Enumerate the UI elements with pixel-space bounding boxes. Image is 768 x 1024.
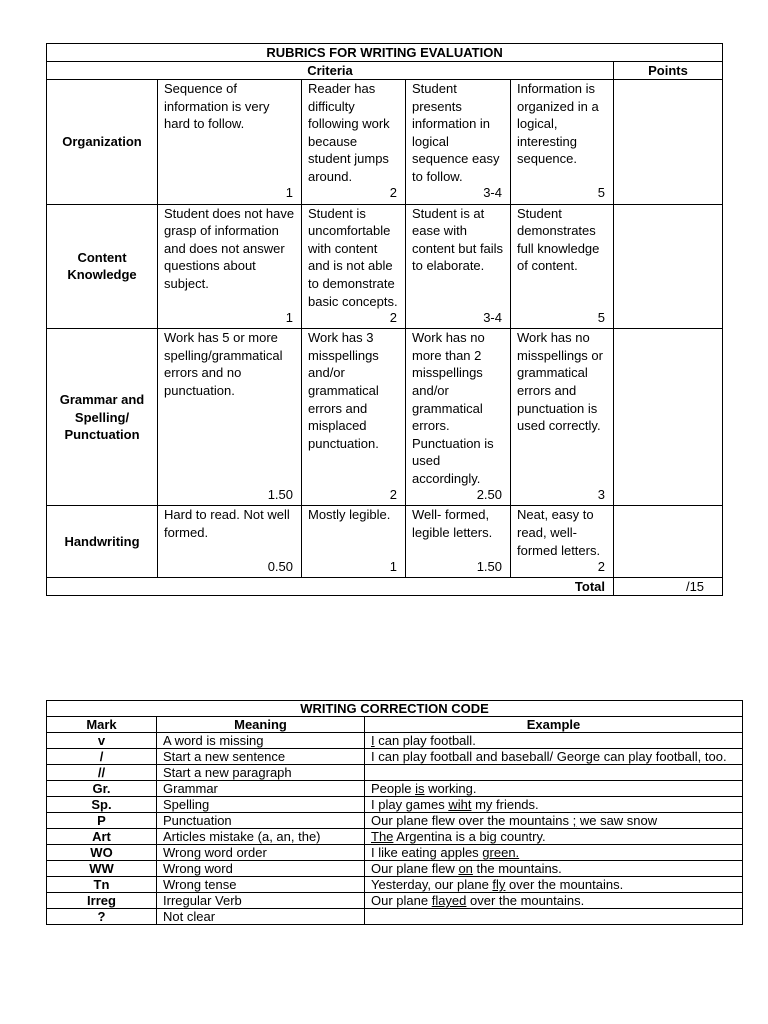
score-value: 1.50 — [267, 486, 293, 502]
descriptor-cell — [302, 506, 406, 578]
descriptor-text: Student is at ease with content but fails to elaborate. — [412, 205, 504, 274]
code-mark: / — [47, 749, 157, 765]
example-error-text: wiht — [448, 797, 472, 812]
score-value: 1 — [389, 558, 397, 574]
code-meaning: Punctuation — [157, 813, 365, 829]
code-example — [365, 781, 743, 797]
code-mark: Tn — [47, 877, 157, 893]
example-text: the mountains. — [472, 861, 562, 876]
descriptor-cell — [302, 329, 406, 506]
code-row — [47, 765, 743, 781]
example-text: Our plane flew over the mountains — [371, 813, 573, 828]
rubric-title: RUBRICS FOR WRITING EVALUATION — [47, 44, 723, 62]
code-header-row — [47, 717, 743, 733]
code-mark: Gr. — [47, 781, 157, 797]
code-example — [365, 797, 743, 813]
score-value: 3-4 — [483, 309, 502, 325]
rubric-total-row — [47, 578, 723, 596]
criterion-name: Grammar and Spelling/ Punctuation — [47, 329, 158, 506]
code-example — [365, 829, 743, 845]
score-value: 2 — [389, 309, 397, 325]
points-cell — [614, 204, 723, 329]
score-value: 3-4 — [483, 184, 502, 200]
code-meaning: Not clear — [157, 909, 365, 925]
example-error-text: I — [371, 733, 375, 748]
code-row — [47, 829, 743, 845]
code-example — [365, 861, 743, 877]
example-text: over the mountains. — [505, 877, 624, 892]
descriptor-cell — [158, 80, 302, 205]
example-error-text: ; — [572, 813, 577, 828]
descriptor-text: Reader has difficulty following work because student jumps around. — [308, 81, 390, 184]
code-mark: Art — [47, 829, 157, 845]
descriptor-cell — [406, 506, 511, 578]
example-error-text: on — [458, 861, 473, 876]
code-example — [365, 749, 743, 765]
descriptor-cell — [158, 329, 302, 506]
score-value: 3 — [597, 486, 605, 502]
example-error-text: flayed — [431, 893, 467, 908]
code-meaning: Start a new paragraph — [157, 765, 365, 781]
code-example — [365, 733, 743, 749]
criterion-name: Handwriting — [47, 506, 158, 578]
example-text: I like eating apples — [371, 845, 483, 860]
example-text: I play games — [371, 797, 449, 812]
code-meaning: Wrong word order — [157, 845, 365, 861]
rubric-table — [46, 43, 723, 596]
descriptor-cell — [406, 329, 511, 506]
code-meaning: Grammar — [157, 781, 365, 797]
code-example — [365, 765, 743, 781]
code-row — [47, 845, 743, 861]
code-meaning: Wrong tense — [157, 877, 365, 893]
descriptor-text: Neat, easy to read, well-formed letters. — [517, 507, 601, 558]
points-cell — [614, 329, 723, 506]
score-value: 1 — [285, 184, 293, 200]
score-value: 2 — [597, 558, 605, 574]
descriptor-cell — [406, 204, 511, 329]
points-cell — [614, 80, 723, 205]
code-row — [47, 749, 743, 765]
descriptor-text: Student does not have grasp of information and does not answer questions about subject. — [164, 205, 295, 291]
criterion-name: Organization — [47, 80, 158, 205]
code-meaning: Articles mistake (a, an, the) — [157, 829, 365, 845]
descriptor-cell — [511, 506, 614, 578]
score-value: 2.50 — [476, 486, 502, 502]
score-value: 2 — [389, 486, 397, 502]
score-value: 5 — [597, 184, 605, 200]
example-error-text: fly — [492, 877, 506, 892]
descriptor-text: Hard to read. Not well formed. — [164, 507, 290, 541]
code-mark: Irreg — [47, 893, 157, 909]
example-error-text: green. — [482, 845, 520, 860]
rubric-row — [47, 204, 723, 329]
descriptor-cell — [302, 204, 406, 329]
example-error-text: is — [415, 781, 425, 796]
code-meaning: Start a new sentence — [157, 749, 365, 765]
code-example — [365, 813, 743, 829]
code-row — [47, 861, 743, 877]
points-header: Points — [614, 62, 723, 80]
code-example — [365, 893, 743, 909]
descriptor-text: Student demonstrates full knowledge of content. — [517, 205, 600, 274]
code-row — [47, 893, 743, 909]
rubric-row — [47, 506, 723, 578]
code-example — [365, 877, 743, 893]
code-row — [47, 813, 743, 829]
rubric-row — [47, 329, 723, 506]
rubric-row — [47, 80, 723, 205]
score-value: 2 — [389, 184, 397, 200]
descriptor-cell — [158, 506, 302, 578]
code-example — [365, 909, 743, 925]
descriptor-text: Work has 3 misspellings and/or grammatical errors and misplaced punctuation. — [308, 330, 379, 451]
code-title-row — [47, 701, 743, 717]
example-text: Our plane — [371, 893, 432, 908]
example-text: Yesterday, our plane — [371, 877, 493, 892]
code-mark: WW — [47, 861, 157, 877]
code-mark: WO — [47, 845, 157, 861]
code-meaning: A word is missing — [157, 733, 365, 749]
descriptor-cell — [158, 204, 302, 329]
code-row — [47, 797, 743, 813]
correction-code-body — [47, 701, 743, 925]
code-mark: ? — [47, 909, 157, 925]
descriptor-cell — [511, 329, 614, 506]
code-mark: P — [47, 813, 157, 829]
example-text: can play football. — [374, 733, 476, 748]
example-error-text: The — [371, 829, 394, 844]
descriptor-text: Sequence of information is very hard to follow. — [164, 81, 270, 132]
example-text: we saw snow — [576, 813, 658, 828]
example-text: Argentina is a big country. — [393, 829, 546, 844]
example-text: I can play football and baseball/ George can play football, too. — [371, 749, 727, 764]
descriptor-text: Information is organized in a logical, interesting sequence. — [517, 81, 599, 167]
example-header: Example — [365, 717, 743, 733]
code-meaning: Wrong word — [157, 861, 365, 877]
descriptor-text: Student is uncomfortable with content and is not able to demonstrate basic concepts. — [308, 205, 398, 309]
descriptor-cell — [511, 80, 614, 205]
meaning-header: Meaning — [157, 717, 365, 733]
code-meaning: Irregular Verb — [157, 893, 365, 909]
descriptor-text: Work has no more than 2 misspellings and/or grammatical errors. Punctuation is used accordingly. — [412, 330, 494, 486]
code-mark: // — [47, 765, 157, 781]
code-example — [365, 845, 743, 861]
total-value: /15 — [614, 578, 723, 596]
rubric-title-row — [47, 44, 723, 62]
example-text: Our plane flew — [371, 861, 459, 876]
descriptor-text: Work has 5 or more spelling/grammatical errors and no punctuation. — [164, 330, 283, 398]
score-value: 1 — [285, 309, 293, 325]
code-row — [47, 909, 743, 925]
rubric-header-row — [47, 62, 723, 80]
code-row — [47, 733, 743, 749]
correction-code-table — [46, 700, 743, 925]
descriptor-text: Well- formed, legible letters. — [412, 507, 493, 541]
mark-header: Mark — [47, 717, 157, 733]
code-title: WRITING CORRECTION CODE — [47, 701, 743, 717]
code-row — [47, 877, 743, 893]
total-label: Total — [47, 578, 614, 596]
code-mark: v — [47, 733, 157, 749]
criteria-header: Criteria — [47, 62, 614, 80]
example-text: over the mountains. — [466, 893, 585, 908]
score-value: 1.50 — [476, 558, 502, 574]
descriptor-text: Work has no misspellings or grammatical errors and punctuation is used correctly. — [517, 330, 603, 434]
example-text: People — [371, 781, 416, 796]
rubric-body — [47, 44, 723, 596]
example-text: working. — [424, 781, 477, 796]
descriptor-cell — [511, 204, 614, 329]
descriptor-cell — [302, 80, 406, 205]
code-row — [47, 781, 743, 797]
points-cell — [614, 506, 723, 578]
descriptor-text: Mostly legible. — [308, 507, 391, 523]
code-mark: Sp. — [47, 797, 157, 813]
example-text: my friends. — [471, 797, 539, 812]
score-value: 5 — [597, 309, 605, 325]
code-meaning: Spelling — [157, 797, 365, 813]
criterion-name: Content Knowledge — [47, 204, 158, 329]
score-value: 0.50 — [267, 558, 293, 574]
descriptor-text: Student presents information in logical sequence easy to follow. — [412, 81, 500, 184]
descriptor-cell — [406, 80, 511, 205]
